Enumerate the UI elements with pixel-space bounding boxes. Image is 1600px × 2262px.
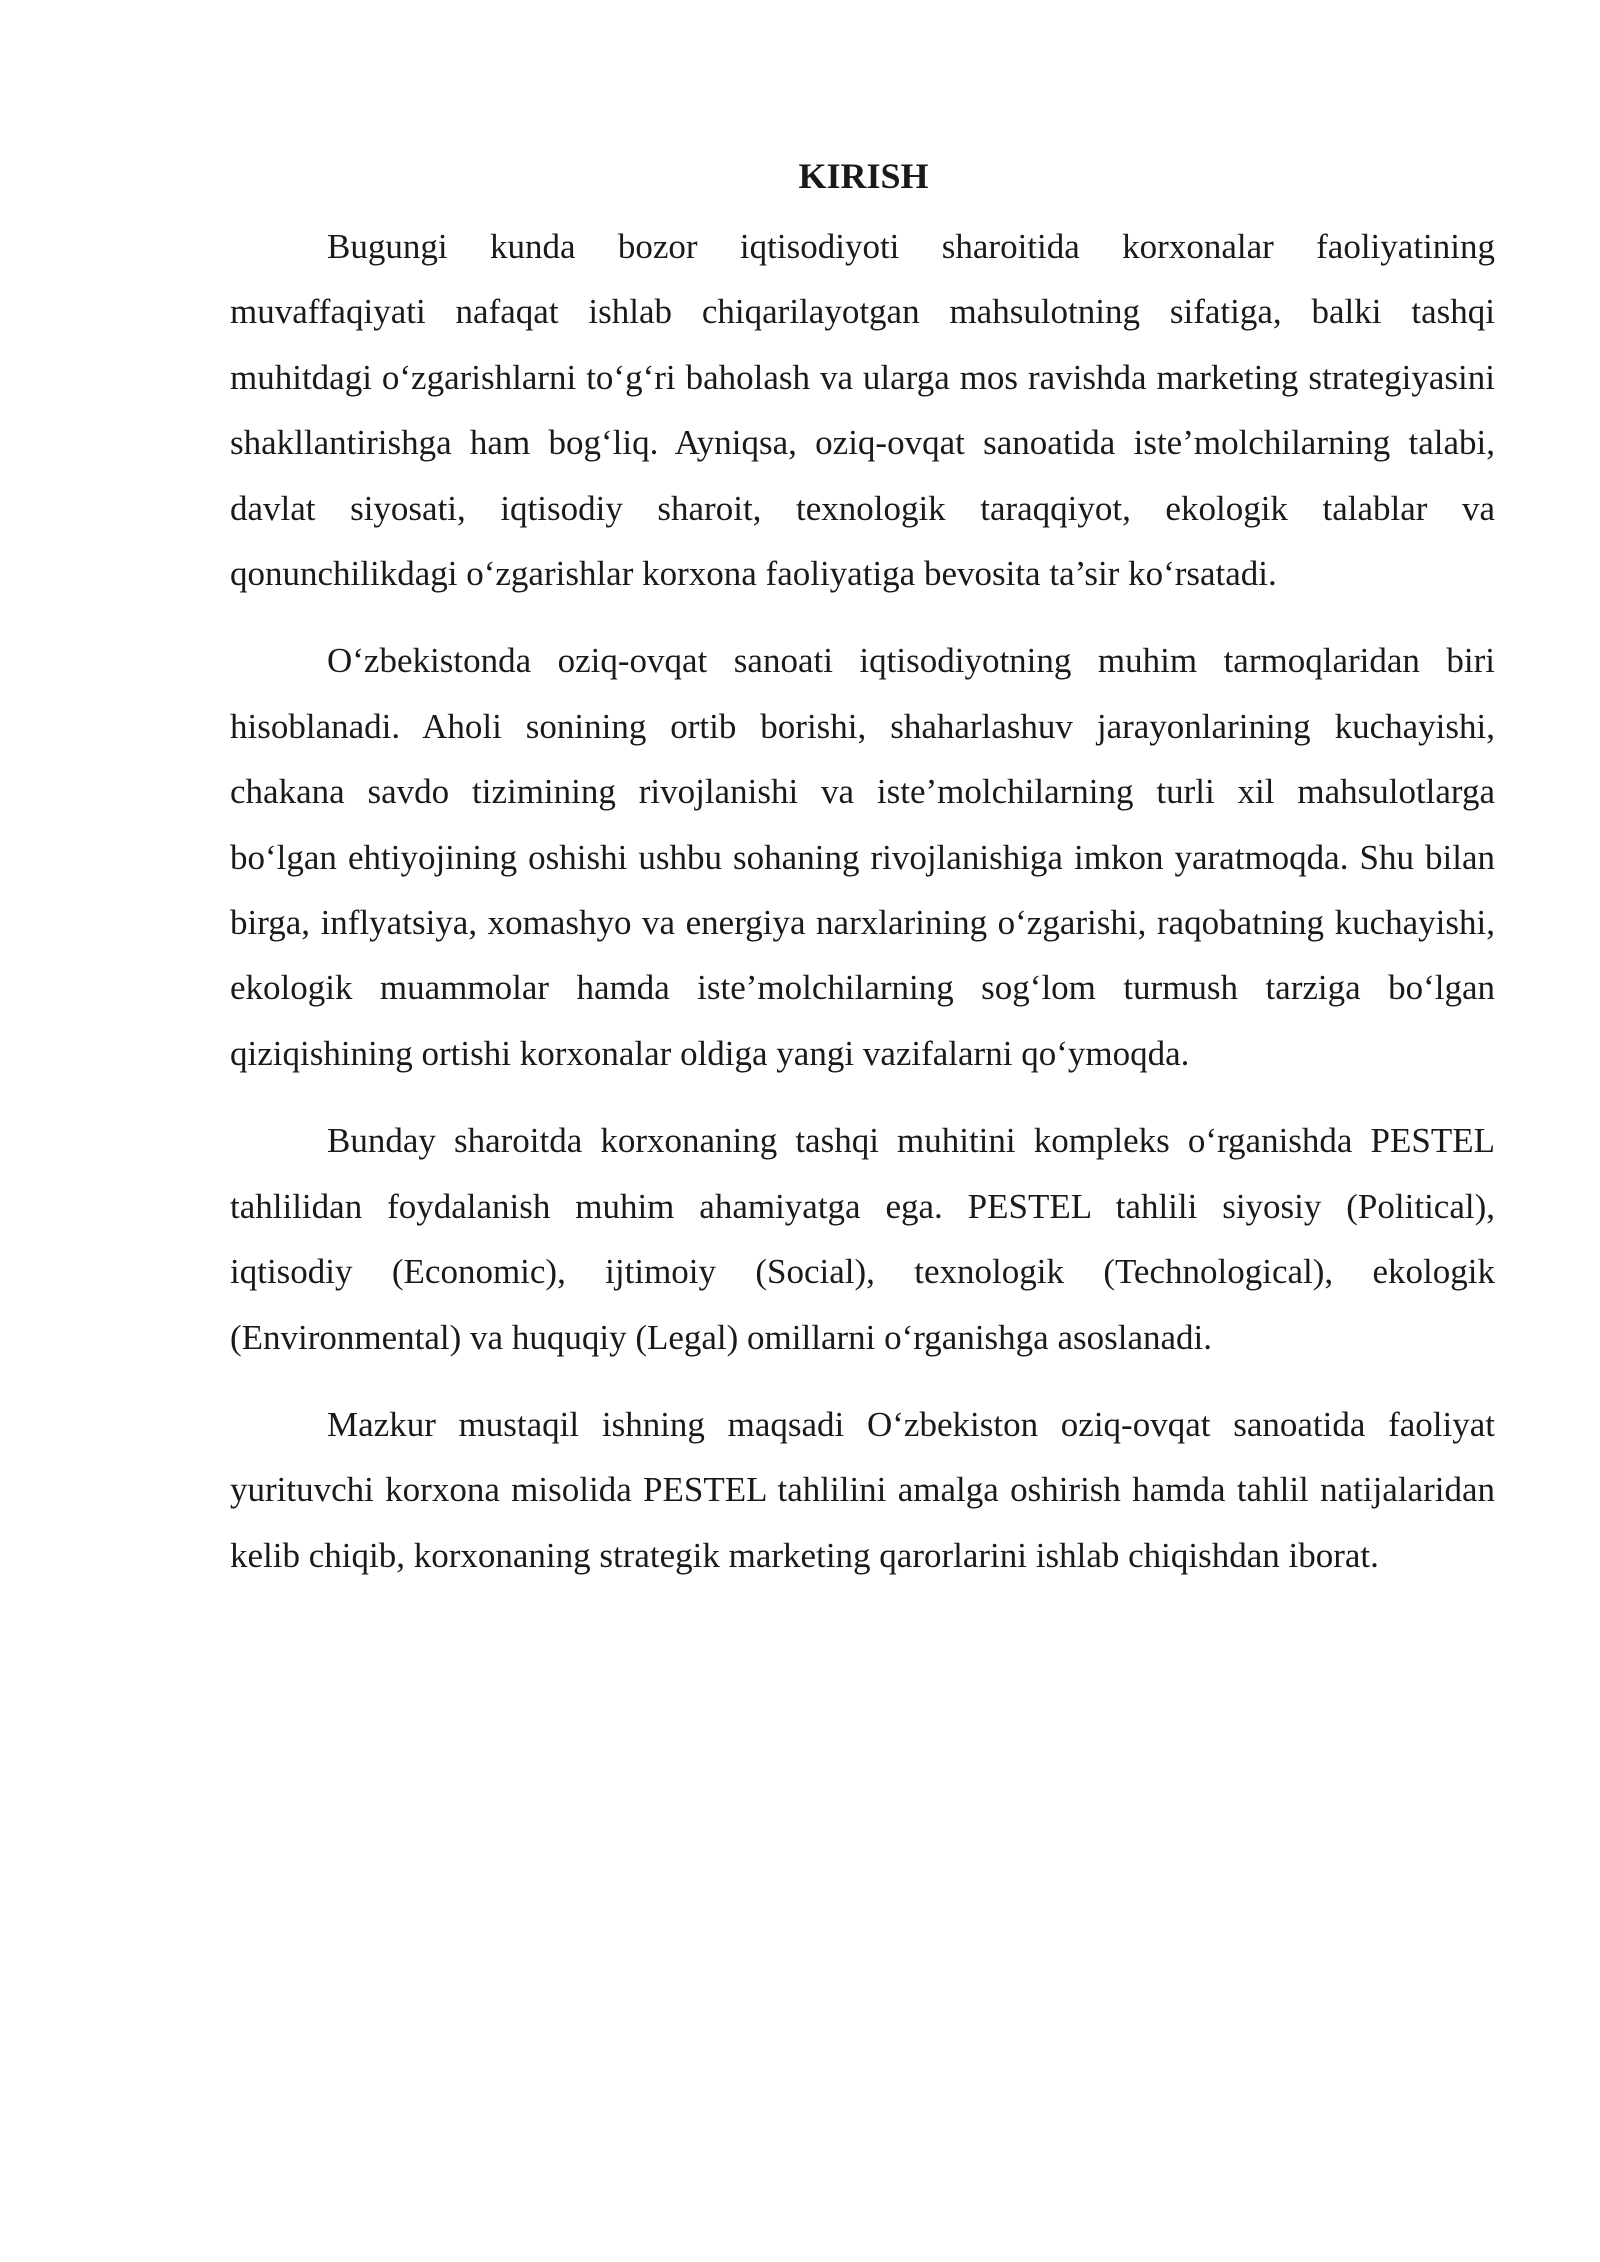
paragraph-3: Bunday sharoitda korxonaning tashqi muhitini kompleks o‘rganishda PESTEL tahlilidan foydalanish muhim ahamiyatga ega. PESTEL tahlili siyosiy (Political), iqtisodiy (Economic), ijtimoiy (Social), texnologik (Technological), ekologik (Environmental) va huquqiy (Legal) omillarni o‘rganishga asoslanadi.	[230, 1121, 1495, 1357]
document-title: KIRISH	[798, 156, 929, 196]
document-body	[230, 148, 1495, 1610]
paragraph-1: Bugungi kunda bozor iqtisodiyoti sharoitida korxonalar faoliyatining muvaffaqiyati nafaqat ishlab chiqarilayotgan mahsulotning sifatiga, balki tashqi muhitdagi o‘zgarishlarni to‘g‘ri baholash va ularga mos ravishda marketing strategiyasini shakllantirishga ham bog‘liq. Ayniqsa, oziq-ovqat sanoatida iste’molchilarning talabi, davlat siyosati, iqtisodiy sharoit, texnologik taraqqiyot, ekologik talablar va qonunchilikdagi o‘zgarishlar korxona faoliyatiga bevosita ta’sir ko‘rsatadi.	[230, 227, 1495, 594]
paragraph-4: Mazkur mustaqil ishning maqsadi O‘zbekiston oziq-ovqat sanoatida faoliyat yurituvchi korxona misolida PESTEL tahlilini amalga oshirish hamda tahlil natijalaridan kelib chiqib, korxonaning strategik marketing qarorlarini ishlab chiqishdan iborat.	[230, 1404, 1495, 1575]
paragraph-2: O‘zbekistonda oziq-ovqat sanoati iqtisodiyotning muhim tarmoqlaridan biri hisoblanadi. Aholi sonining ortib borishi, shaharlashuv jarayonlarining kuchayishi, chakana savdo tizimining rivojlanishi va iste’molchilarning turli xil mahsulotlarga bo‘lgan ehtiyojining oshishi ushbu sohaning rivojlanishiga imkon yaratmoqda. Shu bilan birga, inflyatsiya, xomashyo va energiya narxlarining o‘zgarishi, raqobatning kuchayishi, ekologik muammolar hamda iste’molchilarning sog‘lom turmush tarziga bo‘lgan qiziqishining ortishi korxonalar oldiga yangi vazifalarni qo‘ymoqda.	[230, 641, 1495, 1073]
